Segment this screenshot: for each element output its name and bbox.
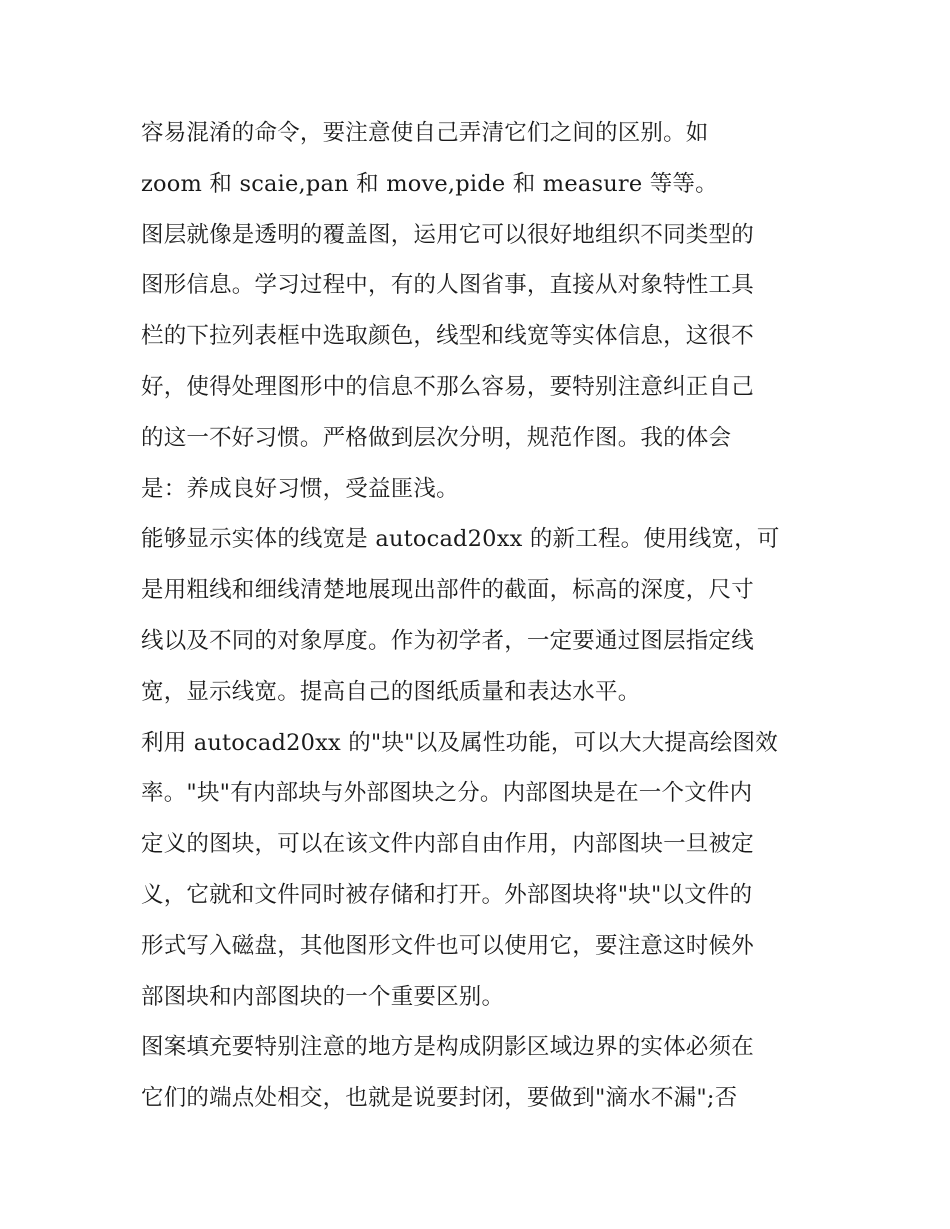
text-line-7: 的这一不好习惯。严格做到层次分明，规范作图。我的体会 (141, 424, 732, 451)
body-text (141, 108, 821, 1124)
text-line-9: 能够显示实体的线宽是 autocad20xx 的新工程。使用线宽，可 (141, 526, 780, 553)
text-line-2: zoom 和 scaie,pan 和 move,pide 和 measure 等等。 (141, 170, 718, 197)
text-line-11: 线以及不同的对象厚度。作为初学者，一定要通过图层指定线 (141, 627, 754, 654)
text-line-13: 利用 autocad20xx 的"块"以及属性功能，可以大大提高绘图效 (141, 729, 778, 756)
text-line-12: 宽，显示线宽。提高自己的图纸质量和表达水平。 (141, 678, 641, 705)
text-line-4: 图形信息。学习过程中，有的人图省事，直接从对象特性工具 (141, 272, 754, 299)
text-line-17: 形式写入磁盘，其他图形文件也可以使用它，要注意这时候外 (141, 932, 754, 959)
text-line-5: 栏的下拉列表框中选取颜色，线型和线宽等实体信息，这很不 (141, 323, 754, 350)
text-line-3: 图层就像是透明的覆盖图，运用它可以很好地组织不同类型的 (141, 221, 754, 248)
text-line-1: 容易混淆的命令，要注意使自己弄清它们之间的区别。如 (141, 120, 709, 146)
text-line-14: 率。"块"有内部块与外部图块之分。内部图块是在一个文件内 (141, 780, 753, 807)
text-line-6: 好，使得处理图形中的信息不那么容易，要特别注意纠正自己 (141, 373, 754, 400)
text-line-20: 它们的端点处相交，也就是说要封闭，要做到"滴水不漏";否 (141, 1085, 738, 1112)
text-line-16: 义，它就和文件同时被存储和打开。外部图块将"块"以文件的 (141, 881, 753, 908)
text-line-10: 是用粗线和细线清楚地展现出部件的截面，标高的深度，尺寸 (141, 577, 754, 604)
text-line-15: 定义的图块，可以在该文件内部自由作用，内部图块一旦被定 (141, 831, 754, 858)
text-line-19: 图案填充要特别注意的地方是构成阴影区域边界的实体必须在 (141, 1034, 754, 1061)
text-line-8: 是：养成良好习惯，受益匪浅。 (141, 475, 459, 502)
text-line-18: 部图块和内部图块的一个重要区别。 (141, 983, 505, 1010)
